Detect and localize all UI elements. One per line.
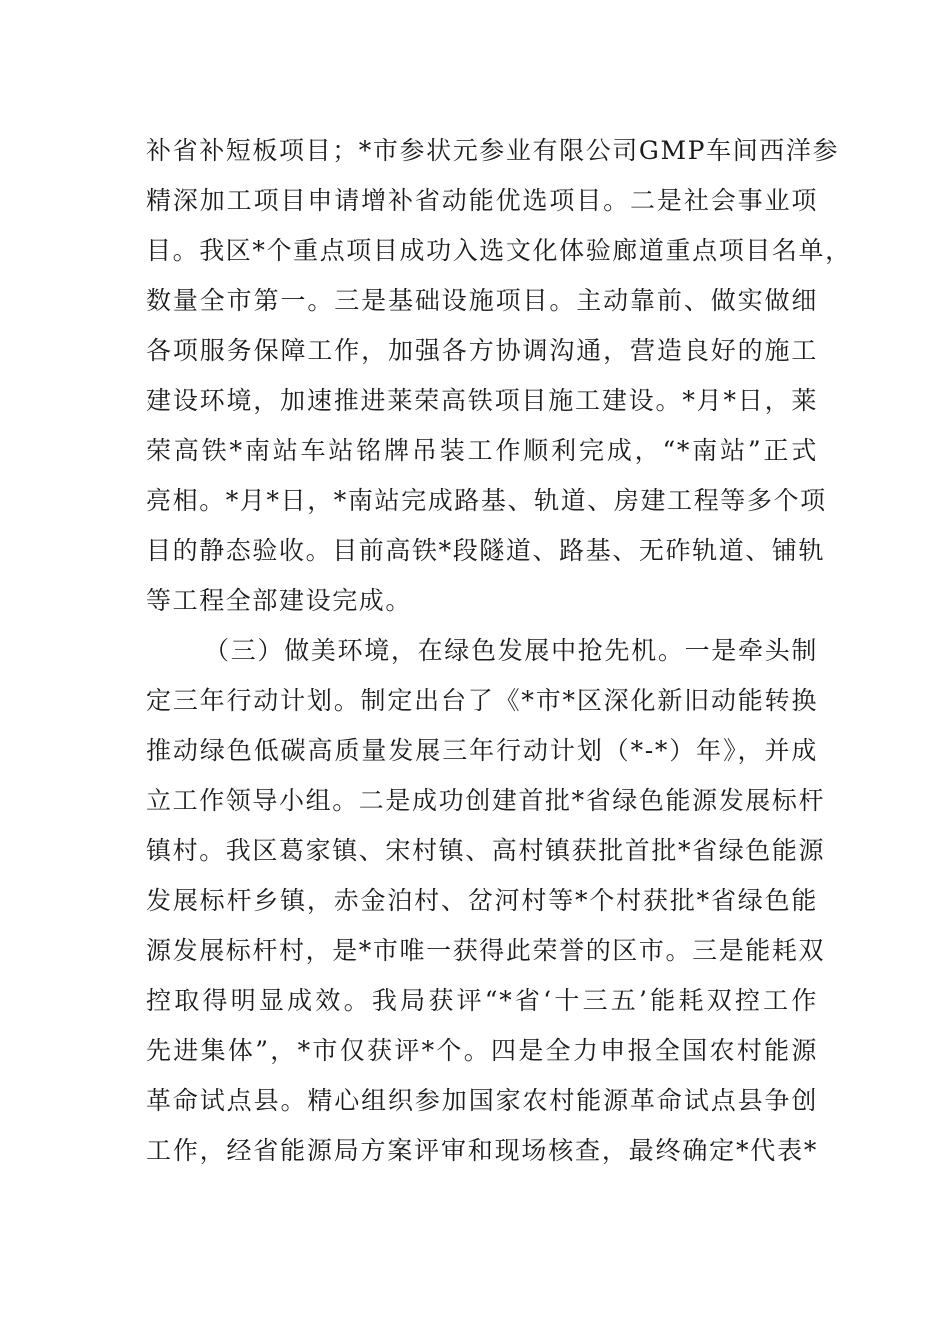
text-line: 数量全市第一。三是基础设施项目。主动靠前、做实做细: [146, 286, 818, 315]
section-heading-line: （三）做美环境，在绿色发展中抢先机。一是牵头制: [204, 636, 818, 665]
text-line: 工作，经省能源局方案评审和现场核查，最终确定*代表*: [146, 1136, 818, 1165]
text-line: 源发展标杆村，是*市唯一获得此荣誉的区市。三是能耗双: [146, 936, 826, 965]
text-line: 建设环境，加速推进莱荣高铁项目施工建设。*月*日，莱: [146, 386, 818, 415]
text-line: 推动绿色低碳高质量发展三年行动计划（*-*）年》，并成: [146, 736, 818, 765]
text-line: 镇村。我区葛家镇、宋村镇、高村镇获批首批*省绿色能源: [146, 836, 826, 865]
text-line: 亮相。*月*日，*南站完成路基、轨道、房建工程等多个项: [146, 486, 827, 515]
text-line: 各项服务保障工作，加强各方协调沟通，营造良好的施工: [146, 336, 818, 365]
text-line: 立工作领导小组。二是成功创建首批*省绿色能源发展标杆: [146, 786, 826, 815]
text-line: 定三年行动计划。制定出台了《*市*区深化新旧动能转换: [146, 686, 818, 715]
text-line: 精深加工项目申请增补省动能优选项目。二是社会事业项: [146, 186, 818, 215]
text-line: 革命试点县。精心组织参加国家农村能源革命试点县争创: [146, 1086, 818, 1115]
text-line: 发展标杆乡镇，赤金泊村、岔河村等*个村获批*省绿色能: [146, 886, 818, 915]
text-line: 等工程全部建设完成。: [146, 586, 413, 615]
text-line: 目。我区*个重点项目成功入选文化体验廊道重点项目名单，: [146, 236, 852, 265]
text-line: 目的静态验收。目前高铁*段隧道、路基、无砟轨道、铺轨: [146, 536, 826, 565]
text-line: 荣高铁*南站车站铭牌吊装工作顺利完成，“*南站”正式: [146, 436, 818, 465]
text-line: 补省补短板项目；*市参状元参业有限公司GMP车间西洋参: [146, 136, 840, 165]
text-line: 先进集体”，*市仅获评*个。四是全力申报全国农村能源: [146, 1036, 818, 1065]
text-line: 控取得明显成效。我局获评“*省‘十三五’能耗双控工作: [146, 986, 818, 1015]
